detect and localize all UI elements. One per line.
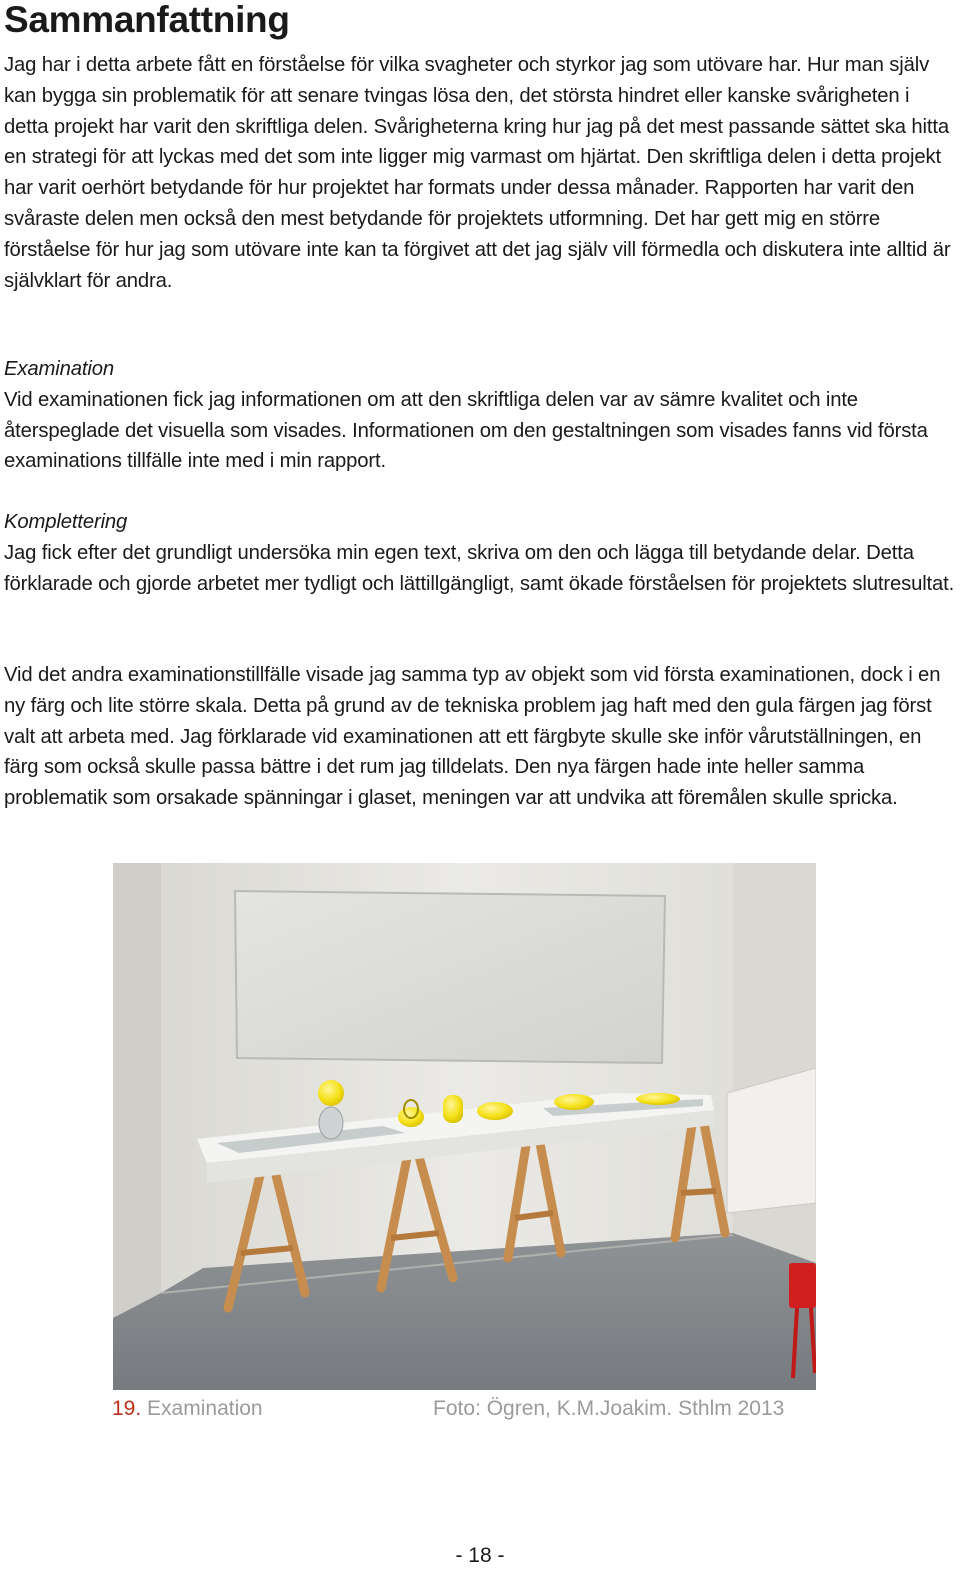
- komplettering-heading: Komplettering: [4, 511, 128, 533]
- examination-section: [4, 354, 956, 477]
- examination-text: Vid examinationen fick jag informationen om att den skriftliga delen var av sämre kvalitet och inte återspeglade det visuella som visades. Informationen om den gestaltningen som visades fanns vid första examinations tillfälle inte med i min rapport.: [4, 388, 928, 473]
- page-title: Sammanfattning: [4, 0, 290, 40]
- photo-credit: Foto: Ögren, K.M.Joakim. Sthlm 2013: [433, 1397, 785, 1420]
- figure-number: 19.: [112, 1397, 142, 1420]
- second-examination-paragraph: Vid det andra examinationstillfälle visade jag samma typ av objekt som vid första examinationen, dock i en ny färg och lite större skala. Detta på grund av de tekniska problem jag haft med den gula färgen jag först valt att arbeta med. Jag förklarade vid examinationen att ett färgbyte skulle ske inför vårutställningen, en färg som också skulle passa bättre i det rum jag tilldelats. Den nya färgen hade inte heller samma problematik som orsakade spänningar i glaset, meningen var att undvika att föremålen skulle spricka.: [4, 664, 941, 810]
- figure-caption: [112, 1395, 263, 1423]
- examination-photo: [113, 863, 816, 1390]
- left-wall: [113, 863, 161, 1318]
- exhibition-room-illustration: [113, 863, 816, 1390]
- red-chair: [789, 1263, 816, 1308]
- side-cabinet: [727, 1068, 816, 1213]
- whiteboard: [235, 891, 665, 1063]
- page-number: - 18 -: [455, 1544, 505, 1567]
- figure-label: Examination: [147, 1397, 263, 1420]
- komplettering-text: Jag fick efter det grundligt undersöka min egen text, skriva om den och lägga till betydande delar. Detta förklarade och gjorde arbetet mer tydligt och lättillgängligt, samt ökade förståelsen för projektets slutresultat.: [4, 541, 955, 595]
- examination-heading: Examination: [4, 358, 114, 380]
- komplettering-section: [4, 507, 956, 599]
- summary-paragraph: Jag har i detta arbete fått en förståelse för vilka svagheter och styrkor jag som utövare har. Hur man själv kan bygga sin problematik för att senare tvingas lösa den, det största hindret eller kanske svårigheten i detta projekt har varit den skriftliga delen. Svårigheterna kring hur jag på det mest passande sättet ska hitta en strategi för att lyckas med det som inte ligger mig varmast om hjärtat. Den skriftliga delen i detta projekt har varit oerhört betydande för hur projektet har formats under dessa månader. Rapporten har varit den svåraste delen men också den mest betydande för projektets utformning. Det har gett mig en större förståelse för hur jag som utövare inte kan ta förgivet att det jag själv vill förmedla och diskutera inte alltid är självklart för andra.: [4, 54, 951, 292]
